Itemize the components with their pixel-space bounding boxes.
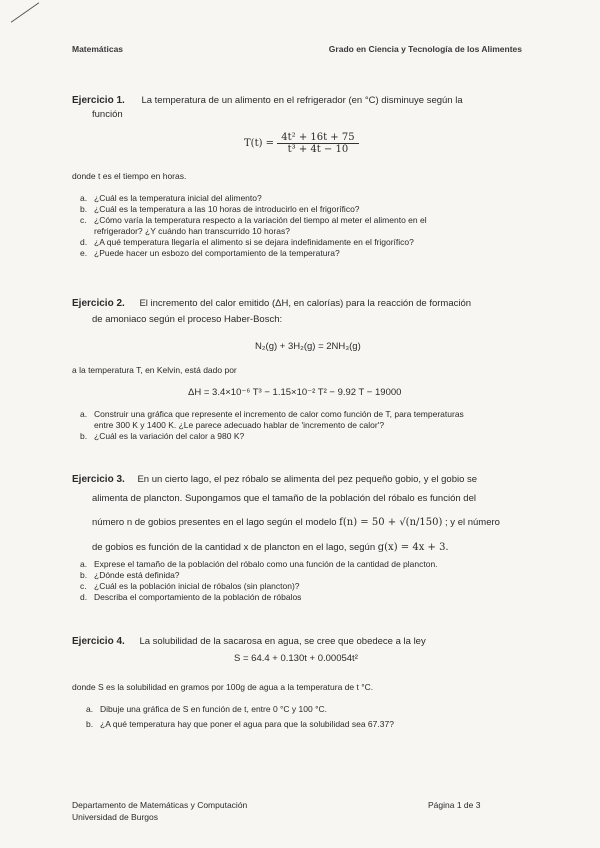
ex4-formula: S = 64.4 + 0.130t + 0.00054t² [234, 653, 358, 664]
list-item: b. ¿Cuál es la variación del calor a 980 K? [80, 431, 245, 441]
ex3-list [80, 559, 550, 603]
list-item: c. ¿Cuál es la población inicial de róbalos (sin plancton)? [80, 581, 300, 591]
ex3-text-line1: En un cierto lago, el pez róbalo se alimenta del pez pequeño gobio, y el gobio se [137, 474, 478, 485]
list-item: b. ¿A qué temperatura hay que poner el agua para que la solubilidad sea 67.37? [86, 719, 394, 729]
list-item: b. ¿Cuál es la temperatura a las 10 horas de introducirlo en el frigorífico? [80, 204, 360, 214]
ex3-title: Ejercicio 3. [72, 474, 125, 485]
list-item: a. Construir una gráfica que represente el incremento de calor como función de T, para temperaturas [80, 409, 464, 419]
ex1-numerator: 4t² + 16t + 75 [277, 132, 358, 144]
ex2-intro [72, 297, 542, 310]
ex2-intro-line2: de amoniaco según el proceso Haber-Bosch: [92, 314, 283, 325]
list-item: a. Exprese el tamaño de la población del róbalo como una función de la cantidad de plancton. [80, 559, 438, 569]
ex2-after: a la temperatura T, en Kelvin, está dado por [72, 365, 237, 375]
ex3-line3-post: ; y el número [445, 517, 500, 528]
ex4-list [86, 704, 556, 730]
ex2-intro-line1: El incremento del calor emitido (ΔH, en calorías) para la reacción de formación [139, 298, 472, 309]
ex2-list [80, 409, 550, 442]
footer-university: Universidad de Burgos [72, 812, 158, 822]
ex3-model-formula: f(n) = 50 + √(n/150) [339, 517, 443, 528]
ex2-reaction: N₂(g) + 3H₂(g) = 2NH₃(g) [255, 341, 361, 352]
list-item: a. Dibuje una gráfica de S en función de t, entre 0 °C y 100 °C. [86, 704, 327, 714]
ex1-intro-line2: función [92, 109, 123, 120]
ex4-line1 [72, 635, 542, 648]
ex4-after: donde S es la solubilidad en gramos por 100g de agua a la temperatura de t °C. [72, 682, 374, 692]
ex3-g-formula: g(x) = 4x + 3. [377, 542, 449, 553]
ex3-line4-pre: de gobios es función de la cantidad x de plancton en el lago, según [92, 542, 376, 553]
ex4-title: Ejercicio 4. [72, 636, 125, 647]
ex1-intro [72, 94, 532, 107]
ex2-formula: ΔH = 3.4×10⁻⁶ T³ − 1.15×10⁻² T² − 9.92 T − 19000 [188, 387, 402, 398]
list-item: c. ¿Cómo varía la temperatura respecto a la variación del tiempo al meter el alimento en el [80, 215, 427, 225]
ex1-formula [244, 132, 359, 155]
page-number: Página 1 de 3 [428, 800, 481, 810]
header-degree: Grado en Ciencia y Tecnología de los Alimentes [328, 44, 522, 54]
ex1-title: Ejercicio 1. [72, 95, 125, 106]
ex3-line1 [72, 473, 542, 486]
ex3-text-line4 [92, 541, 552, 554]
scan-mark [11, 2, 39, 22]
ex1-list [80, 193, 540, 259]
ex1-formula-lhs: T(t) = [244, 138, 275, 149]
list-item: d. Describa el comportamiento de la población de róbalos [80, 592, 302, 602]
header-subject: Matemáticas [72, 44, 124, 54]
ex3-text-line3 [92, 516, 552, 529]
ex3-line3-pre: número n de gobios presentes en el lago según el modelo [92, 517, 337, 528]
footer-department: Departamento de Matemáticas y Computación [72, 800, 248, 810]
list-item: a. ¿Cuál es la temperatura inicial del alimento? [80, 193, 262, 203]
ex1-after: donde t es el tiempo en horas. [72, 171, 187, 181]
ex4-text-line1: La solubilidad de la sacarosa en agua, se cree que obedece a la ley [139, 636, 426, 647]
list-item: refrigerador? ¿Y cuándo han transcurrido 10 horas? [94, 226, 290, 236]
list-item: d. ¿A qué temperatura llegaría el alimento si se dejara indefinidamente en el frigorífico? [80, 237, 414, 247]
ex3-text-line2: alimenta de plancton. Supongamos que el tamaño de la población del róbalo es función del [92, 493, 476, 504]
ex1-intro-line1: La temperatura de un alimento en el refrigerador (en °C) disminuye según la [141, 95, 463, 106]
ex1-denominator: t³ + 4t − 10 [287, 144, 349, 155]
list-item: b. ¿Dónde está definida? [80, 570, 180, 580]
ex2-title: Ejercicio 2. [72, 298, 125, 309]
list-item: e. ¿Puede hacer un esbozo del comportamiento de la temperatura? [80, 248, 340, 258]
list-item: entre 300 K y 1400 K. ¿Le parece adecuado hablar de 'incremento de calor'? [94, 420, 385, 430]
ex1-fraction [277, 132, 358, 155]
